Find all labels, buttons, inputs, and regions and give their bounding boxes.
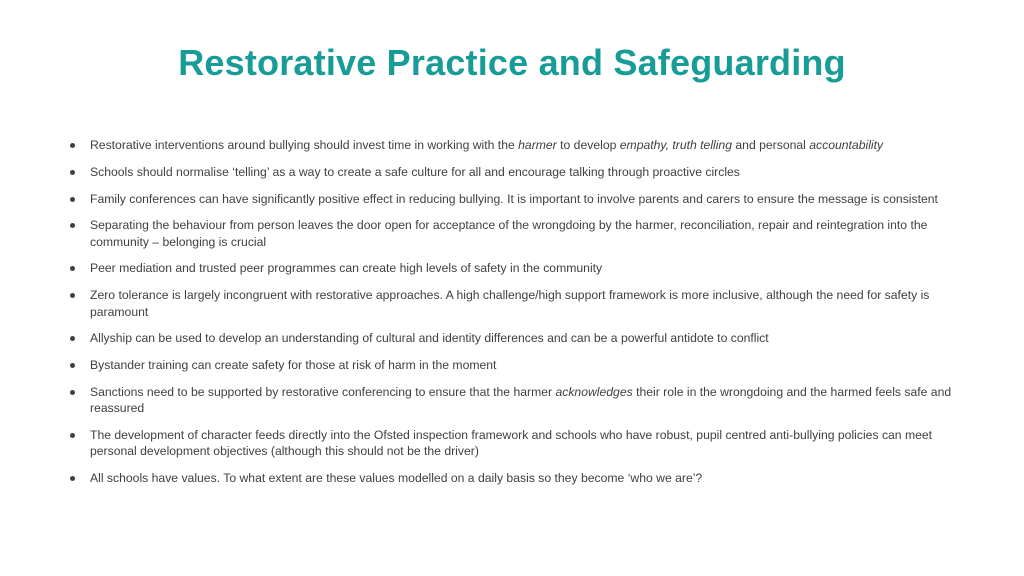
bullet-dot-icon bbox=[70, 433, 75, 438]
bullet-item-restorative-interventions bbox=[68, 137, 963, 153]
bullet-text: Schools should normalise ‘telling’ as a way to create a safe culture for all and encourage talking through proactive circles bbox=[90, 164, 740, 179]
bullet-item-normalise-telling bbox=[68, 164, 963, 180]
bullet-item-school-values bbox=[68, 470, 963, 486]
bullet-text: their role in the wrongdoing and the harmed feels safe and reassured bbox=[90, 384, 952, 416]
bullet-text: The development of character feeds directly into the Ofsted inspection framework and schools who have robust, pupil centred anti-bullying policies can meet personal development objectives (although this should not be the driver) bbox=[90, 428, 933, 459]
bullet-item-separating-behaviour bbox=[68, 217, 963, 250]
bullet-dot-icon bbox=[70, 476, 75, 481]
bullet-text: to develop bbox=[556, 138, 620, 152]
bullet-item-peer-mediation bbox=[68, 260, 963, 276]
bullet-text: Family conferences can have significantly positive effect in reducing bullying. It is important to involve parents and carers to ensure the message is consistent bbox=[90, 191, 938, 206]
bullet-text-emphasis: empathy, truth telling bbox=[619, 138, 732, 152]
bullet-text: Restorative interventions around bullying should invest time in working with the bbox=[90, 138, 519, 152]
bullet-list bbox=[68, 137, 963, 497]
bullet-text: All schools have values. To what extent are these values modelled on a daily basis so they become ‘who we are’? bbox=[90, 471, 703, 486]
bullet-dot-icon bbox=[70, 363, 75, 368]
bullet-item-zero-tolerance bbox=[68, 287, 963, 320]
bullet-text-emphasis: acknowledges bbox=[555, 384, 633, 399]
bullet-text: Allyship can be used to develop an understanding of cultural and identity differences and can be a powerful antidote to conflict bbox=[90, 331, 769, 346]
bullet-dot-icon bbox=[70, 170, 75, 175]
bullet-dot-icon bbox=[70, 143, 75, 148]
bullet-text: and personal bbox=[732, 138, 810, 152]
bullet-dot-icon bbox=[70, 266, 75, 271]
bullet-item-family-conferences bbox=[68, 191, 963, 207]
bullet-dot-icon bbox=[70, 293, 75, 298]
bullet-text: Sanctions need to be supported by restorative conferencing to ensure that the harmer bbox=[90, 384, 556, 399]
slide-title: Restorative Practice and Safeguarding bbox=[178, 42, 846, 83]
bullet-dot-icon bbox=[70, 336, 75, 341]
bullet-dot-icon bbox=[70, 390, 75, 395]
bullet-item-bystander-training bbox=[68, 357, 963, 373]
bullet-dot-icon bbox=[70, 197, 75, 202]
bullet-text: Zero tolerance is largely incongruent with restorative approaches. A high challenge/high support framework is more inclusive, although the need for safety is paramount bbox=[90, 288, 930, 319]
bullet-text-emphasis: accountability bbox=[809, 138, 884, 152]
bullet-item-sanctions bbox=[68, 384, 963, 417]
bullet-text: Separating the behaviour from person leaves the door open for acceptance of the wrongdoing by the harmer, reconciliation, repair and reintegration into the community – belonging is crucial bbox=[90, 218, 928, 249]
bullet-text-emphasis: harmer bbox=[518, 138, 557, 152]
bullet-item-character-development bbox=[68, 427, 963, 460]
bullet-item-allyship bbox=[68, 330, 963, 346]
bullet-text: Bystander training can create safety for those at risk of harm in the moment bbox=[90, 358, 497, 373]
bullet-text: Peer mediation and trusted peer programmes can create high levels of safety in the community bbox=[90, 261, 603, 276]
bullet-dot-icon bbox=[70, 223, 75, 228]
